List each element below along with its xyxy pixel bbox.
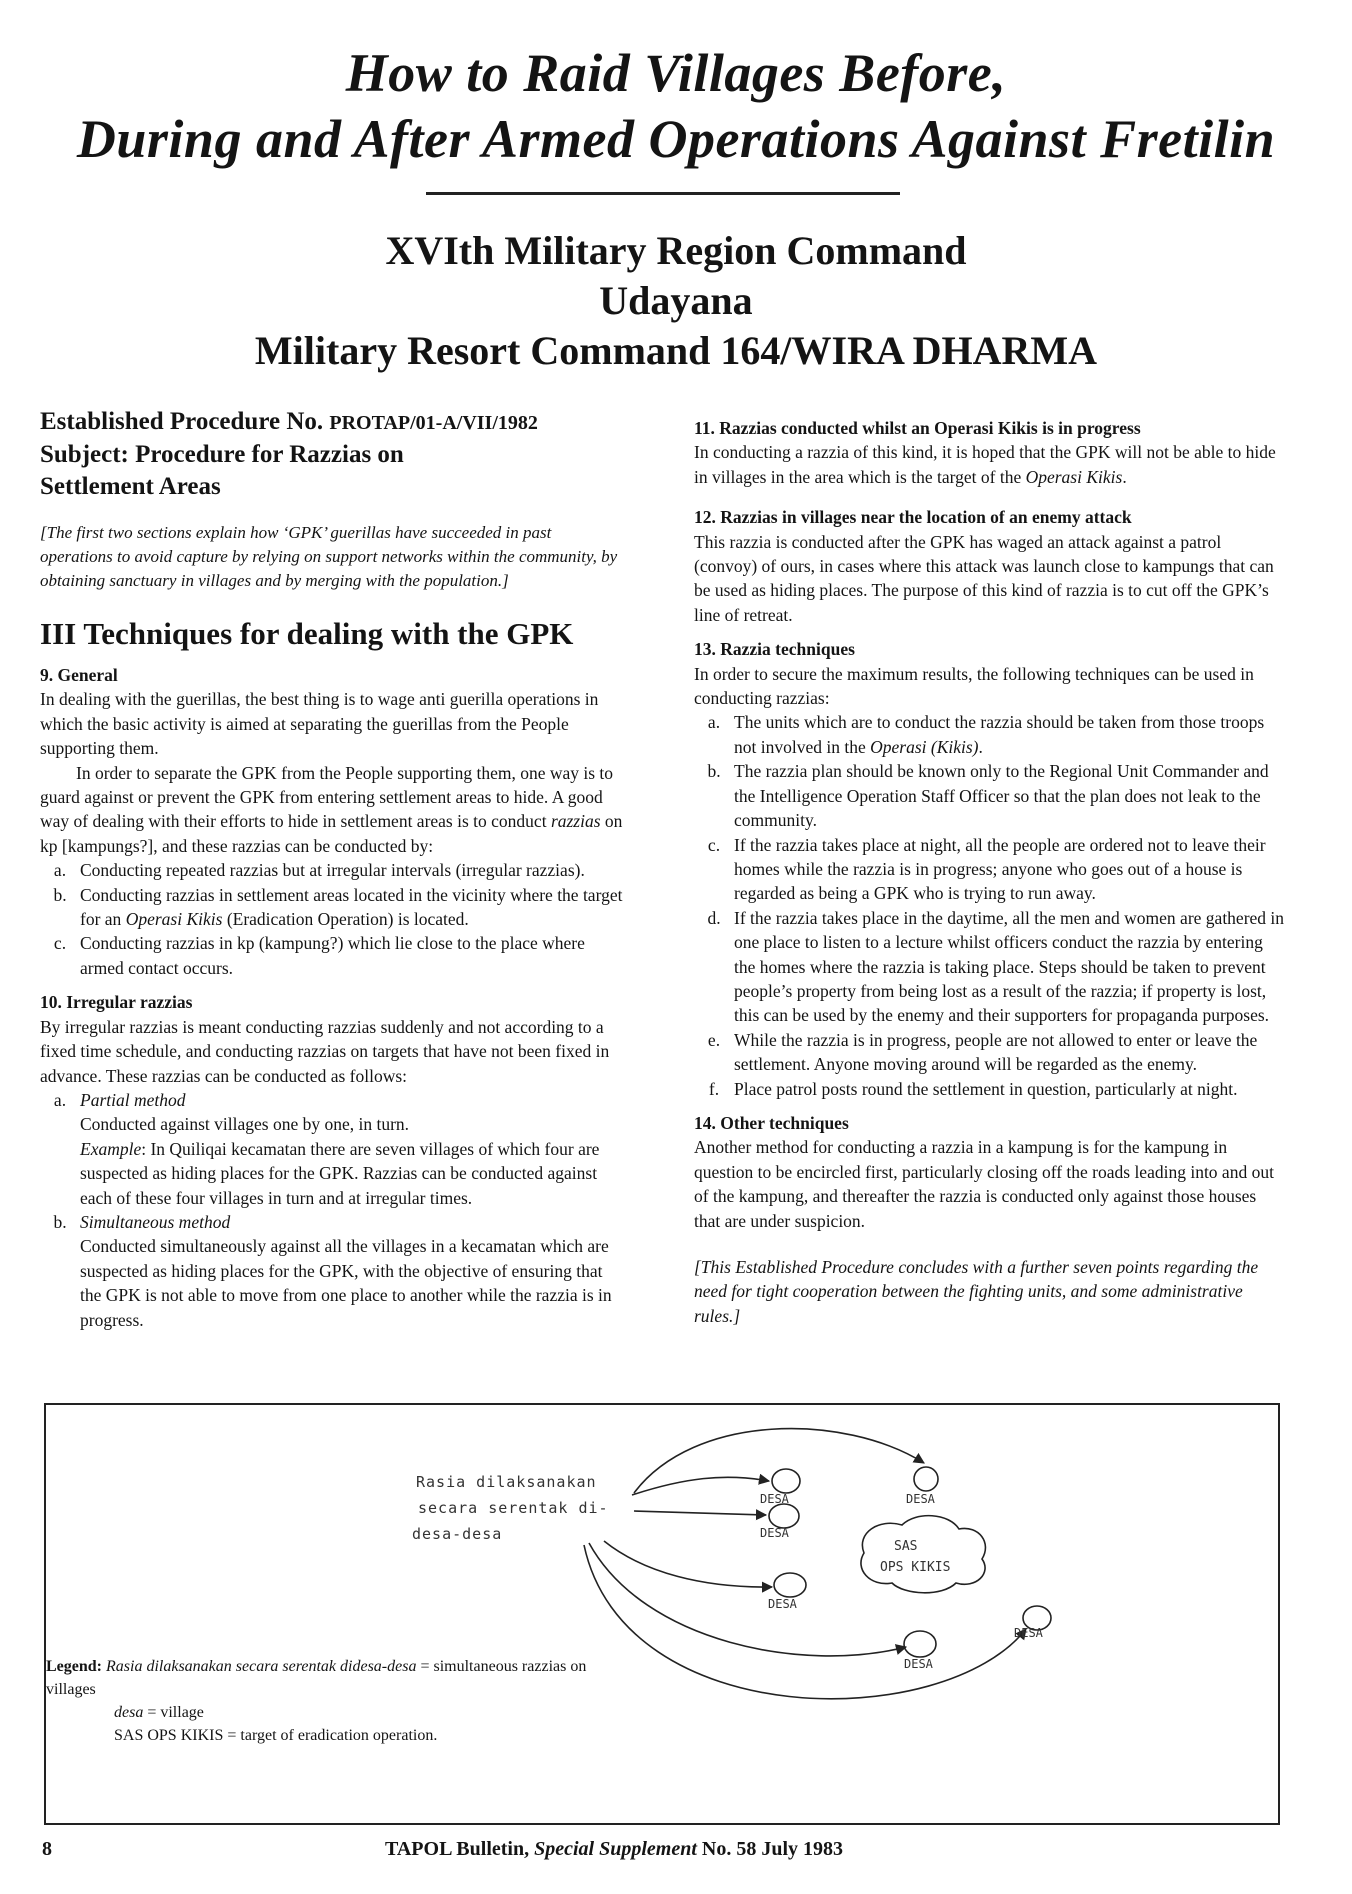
s12-text: This razzia is conducted after the GPK has waged an attack against a patrol (convoy) of ours, in cases where this attack was launch close to kampungs that can be used as hiding places. The purpose of this kind of razzia is to cut off the GPK’s line of retreat. [694,531,1274,625]
arrow [589,1543,906,1656]
legend-line-3: SAS OPS KIKIS = target of eradication operation. [114,1727,438,1744]
s14-heading: 14. Other techniques [694,1112,849,1133]
list-item: Partial method Conducted against villages one by one, in turn. Example: In Quiliqai kecamatan there are seven villages of which four are suspected as hiding places for the GPK. Razzias can be conducted against each of these four villages in turn and at irregular times. [80,1088,625,1210]
s10-list [40,1088,625,1332]
village-label: DESA [768,1597,797,1611]
list-item: While the razzia is in progress, people are not allowed to enter or leave the settlement. Anyone moving around will be regarded as the enemy. [734,1029,1258,1075]
s14-text: Another method for conducting a razzia in a kampung is for the kampung in question to be encircled first, particularly closing off the roads leading into and out of the kampung, and thereafter the razzia is conducted only against those houses that are under suspicion. [694,1137,1274,1231]
s13-intro: In order to secure the maximum results, the following techniques can be used in conducting razzias: [694,663,1254,709]
list-item: Simultaneous method Conducted simultaneously against all the villages in a kecamatan which are suspected as hiding places for the GPK, with the objective of ensuring that the GPK is not able to move from one place to another while the razzia is in progress. [80,1210,625,1332]
title-divider [426,192,900,195]
list-item: Place patrol posts round the settlement in question, particularly at night. [734,1078,1238,1099]
page-number: 8 [42,1838,52,1860]
list-label: c. [53,933,67,954]
s9-paragraph-1: In dealing with the guerillas, the best thing is to wage anti guerilla operations in which the basic activity is aimed at separating the guerillas from the People supporting them. [40,689,599,759]
simultaneous-method-title: Simultaneous method [80,1211,231,1232]
subject-line-1: Subject: Procedure for Razzias on [40,441,404,468]
list-label: d. [707,907,721,928]
handwritten-text-line-3: desa-desa [412,1525,503,1543]
village-label: DESA [760,1492,789,1506]
list-item: Conducting razzias in kp (kampung?) which lie close to the place where armed contact occurs. [80,933,585,978]
s9-paragraph-2: In order to separate the GPK from the People supporting them, one way is to guard against or prevent the GPK from entering settlement areas to hide. A good way of dealing with their efforts to hide in settlement areas is to conduct razzias on kp [kampungs?], and these razzias can be conducted by: [40,762,623,856]
title-line-1: How to Raid Villages Before, [345,43,1007,103]
target-label-line-1: SAS [894,1539,918,1554]
publication-info: TAPOL Bulletin, Special Supplement No. 58 July 1983 [385,1838,844,1860]
s13-list [694,710,1286,1101]
article-title [30,40,1322,172]
target-area-outline [861,1516,985,1593]
subtitle-line-3: Military Resort Command 164/WIRA DHARMA [254,328,1098,373]
title-line-2: During and After Armed Operations Against Fretilin [76,109,1276,169]
s11-heading: 11. Razzias conducted whilst an Operasi Kikis is in progress [694,418,1141,438]
right-column [694,406,1286,1328]
s13-heading: 13. Razzia techniques [694,639,855,660]
established-procedure: Established Procedure No. PROTAP/01-A/VII/1982 [40,408,538,435]
s10-paragraph: By irregular razzias is meant conducting razzias suddenly and not according to a fixed time schedule, and conducting razzias on targets that have not been fixed in advance. These razzias can be conducted as follows: [40,1016,610,1086]
list-label: f. [708,1078,720,1099]
list-item: If the razzia takes place in the daytime, all the men and women are gathered in one place to listen to a lecture whilst officers conduct the razzia by entering the homes where the razzia is taking place. Steps should be taken to prevent people’s property from being lost as a result of the razzia; if property is lost, this can be used by the enemy and their supporters for propaganda purposes. [734,907,1285,1026]
list-label: c. [707,834,721,855]
s10-heading: 10. Irregular razzias [40,992,193,1013]
village-label: DESA [760,1526,789,1540]
village-circle [904,1631,936,1657]
handwritten-text-line-2: secara serentak di- [418,1499,609,1517]
target-label-line-2: OPS KIKIS [880,1560,951,1575]
village-label: DESA [906,1492,935,1506]
list-item: Conducting repeated razzias but at irregular intervals (irregular razzias). [80,860,585,881]
s9-list [40,858,625,980]
diagram-legend [46,1655,606,1747]
partial-method-title: Partial method [80,1089,186,1110]
closing-note: [This Established Procedure concludes with a further seven points regarding the need for tight cooperation between the fighting units, and some administrative rules.] [694,1257,1259,1326]
handwritten-text-line-1: Rasia dilaksanakan [416,1473,597,1491]
section-heading: III Techniques for dealing with the GPK [40,616,574,651]
arrow [634,1511,766,1515]
list-label: b. [53,1211,67,1232]
village-circle [772,1469,800,1493]
village-label: DESA [1014,1626,1043,1640]
partial-method-example: Example: In Quiliqai kecamatan there are seven villages of which four are suspected as hiding places for the GPK. Razzias can be conducted against each of these four villages in turn and at irregular times. [80,1138,600,1208]
village-label: DESA [904,1657,933,1671]
s9-heading: 9. General [40,665,118,685]
list-item: Conducting razzias in settlement areas located in the vicinity where the target for an Operasi Kikis (Eradication Operation) is located. [80,884,623,930]
subject-line-2: Settlement Areas [40,473,221,500]
arrow [632,1477,769,1495]
subtitle-line-2: Udayana [599,278,753,323]
list-label: a. [707,712,721,733]
s12-heading: 12. Razzias in villages near the location of an enemy attack [694,507,1132,528]
arrow [604,1541,772,1587]
left-column [40,406,625,1332]
list-item: The razzia plan should be known only to the Regional Unit Commander and the Intelligence Operation Staff Officer so that the plan does not leak to the community. [734,761,1269,831]
s11-text: In conducting a razzia of this kind, it is hoped that the GPK will not be able to hide in villages in the area which is the target of the Operasi Kikis. [694,442,1276,487]
subtitle-line-1: XVIth Military Region Command [385,228,967,273]
list-label: e. [707,1029,721,1050]
list-label: a. [53,860,67,881]
legend-line-1: Legend: Rasia dilaksanakan secara serentak didesa-desa = simultaneous razzias on villages [46,1658,587,1698]
list-label: b. [707,761,721,782]
list-item: The units which are to conduct the razzia should be taken from those troops not involved in the Operasi (Kikis). [734,712,1265,757]
village-circle [914,1467,938,1491]
village-circle [774,1573,806,1597]
razzia-diagram [44,1403,1280,1825]
list-label: a. [53,1089,67,1110]
list-item: If the razzia takes place at night, all the people are ordered not to leave their homes while the razzia is in progress; anyone who goes out of a house is regarded as being a GPK who is trying to run away. [734,834,1266,904]
village-circle [769,1504,799,1528]
list-label: b. [53,884,67,905]
intro-note: [The first two sections explain how ‘GPK’ guerillas have succeeded in past operations to avoid capture by relying on support networks within the community, by obtaining sanctuary in villages and by merging with the population.] [40,523,618,590]
legend-line-2: desa = village [114,1704,204,1721]
